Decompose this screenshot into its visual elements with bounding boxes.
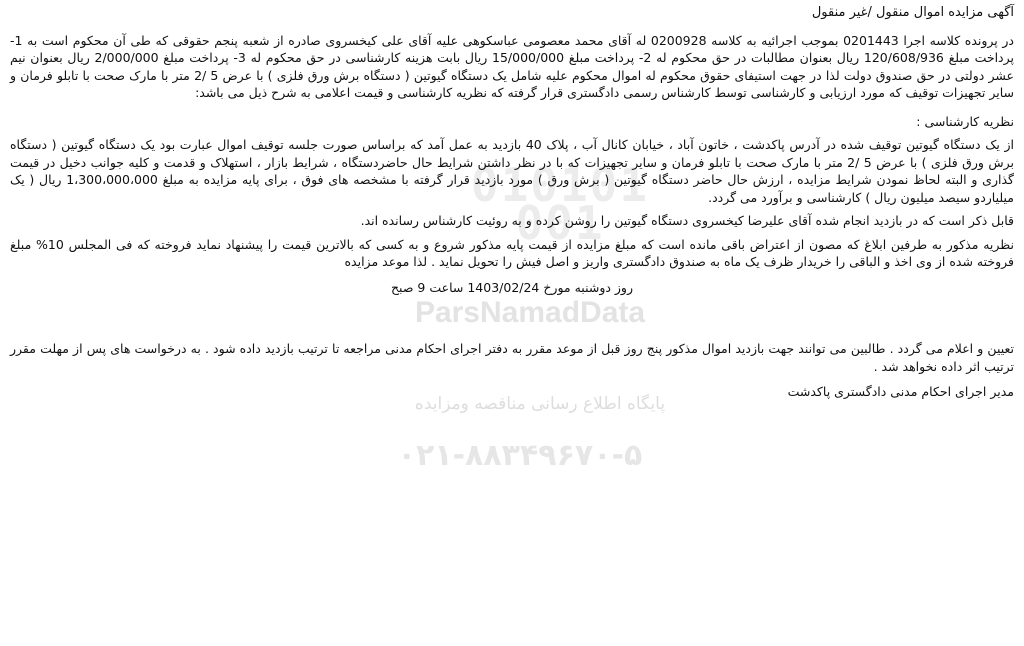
watermark-brand: ParsNamadData bbox=[414, 296, 646, 329]
expert-opinion-heading: نظریه کارشناسی : bbox=[916, 113, 1014, 129]
auction-date: روز دوشنبه مورخ 1403/02/24 ساعت 9 صبح bbox=[390, 279, 634, 295]
watermark-binary-line-1: 010101 bbox=[470, 158, 650, 212]
terms-paragraph: نظریه مذکور به طرفین ابلاغ که مصون از اعتراض باقی مانده است که مبلغ مزایده از قیمت پایه مذکور شروع و به کسی که بالاترین قیمت را پیشنهاد نماید فروخته که فی المجلس 10% مبلغ فروخته شده از وی اخذ و الباقی را خریدار ظرف یک ماه به صندوق دادگستری واریز و اصل فیش را تحویل نماید . لذا موعد مزایده bbox=[10, 236, 1015, 269]
watermark-tagline: پایگاه اطلاع رسانی مناقصه ومزایده bbox=[414, 394, 666, 414]
watermark-phone: ۰۲۱-۸۸۳۴۹۶۷۰-۵ bbox=[397, 438, 643, 473]
expert-opinion-paragraph: از یک دستگاه گیوتین توقیف شده در آدرس پاکدشت ، خاتون آباد ، خیابان کانال آب ، پلاک 40 بازدید به عمل آمد که براساس صورت جلسه توقیف اموال عبارت بود یک دستگاه گیوتین ( دستگاه برش ورق فلزی ) با عرض 5 /2 متر با مارک صحت با تابلو فرمان و سایر تجهیزات که با در نظر داشتن شرایط حال حاضردستگاه ، شرایط بازار ، استهلاک و قدمت و کلیه جوانب دخیل در قیمت گذاری و البته لحاظ نمودن شرایط مزایده ، ارزش حال حاضر دستگاه گیوتین ( برش ورق ) مورد بازدید قرار گرفته با مشخصه های فوق ، برای پایه مزایده به مبلغ 1،300،000،000 ریال ( یک میلیاردو سیصد میلیون ریال ) کارشناسی و برآورد می گردد. bbox=[10, 137, 1014, 205]
visit-note-paragraph: قابل ذکر است که در بازدید انجام شده آقای علیرضا کیخسروی دستگاه گیوتین را روشن کرده و به روئیت کارشناس رسانده اند. bbox=[360, 213, 1014, 228]
watermark-binary-line-2: 001 bbox=[515, 196, 605, 250]
notice-title: آگهی مزایده اموال منقول /غیر منقول bbox=[811, 5, 1014, 20]
visit-terms-paragraph: تعیین و اعلام می گردد . طالبین می توانند جهت بازدید اموال مذکور پنج روز قبل از موعد مقرر به دفتر اجرای احکام مدنی مراجعه تا ترتیب بازدید داده شود . به درخواست های پس از مهلت مقرر ترتیب اثر داده نخواهد شد . bbox=[10, 341, 1014, 374]
signature: مدیر اجرای احکام مدنی دادگستری پاکدشت bbox=[787, 384, 1014, 399]
intro-paragraph: در پرونده کلاسه اجرا 0201443 بموجب اجرائیه به کلاسه 0200928 له آقای محمد معصومی عباسکوهی علیه آقای علی کیخسروی صادره از شعبه پنجم حقوقی که طی آن محکوم است به 1- پرداخت مبلغ 120/608/936 ریال بعنوان مطالبات در حق محکوم له 2- پرداخت مبلغ 15/000/000 ریال بابت هزینه کارشناسی در حق محکوم له 3- پرداخت مبلغ 2/000/000 ریال بعنوان نیم عشر دولتی در حق صندوق دولت لذا در جهت استیفای حقوق محکوم له اموال محکوم علیه شامل یک دستگاه گیوتین ( دستگاه برش ورق فلزی ) با عرض 5 /2 متر با مارک صحت با تابلو فرمان و سایر تجهیزات توقیف که مورد ارزیابی و کارشناسی توسط کارشناس رسمی دادگستری قرار گرفته که نظریه کارشناسی و قیمت اعلامی به شرح ذیل می باشد: bbox=[10, 32, 1014, 100]
